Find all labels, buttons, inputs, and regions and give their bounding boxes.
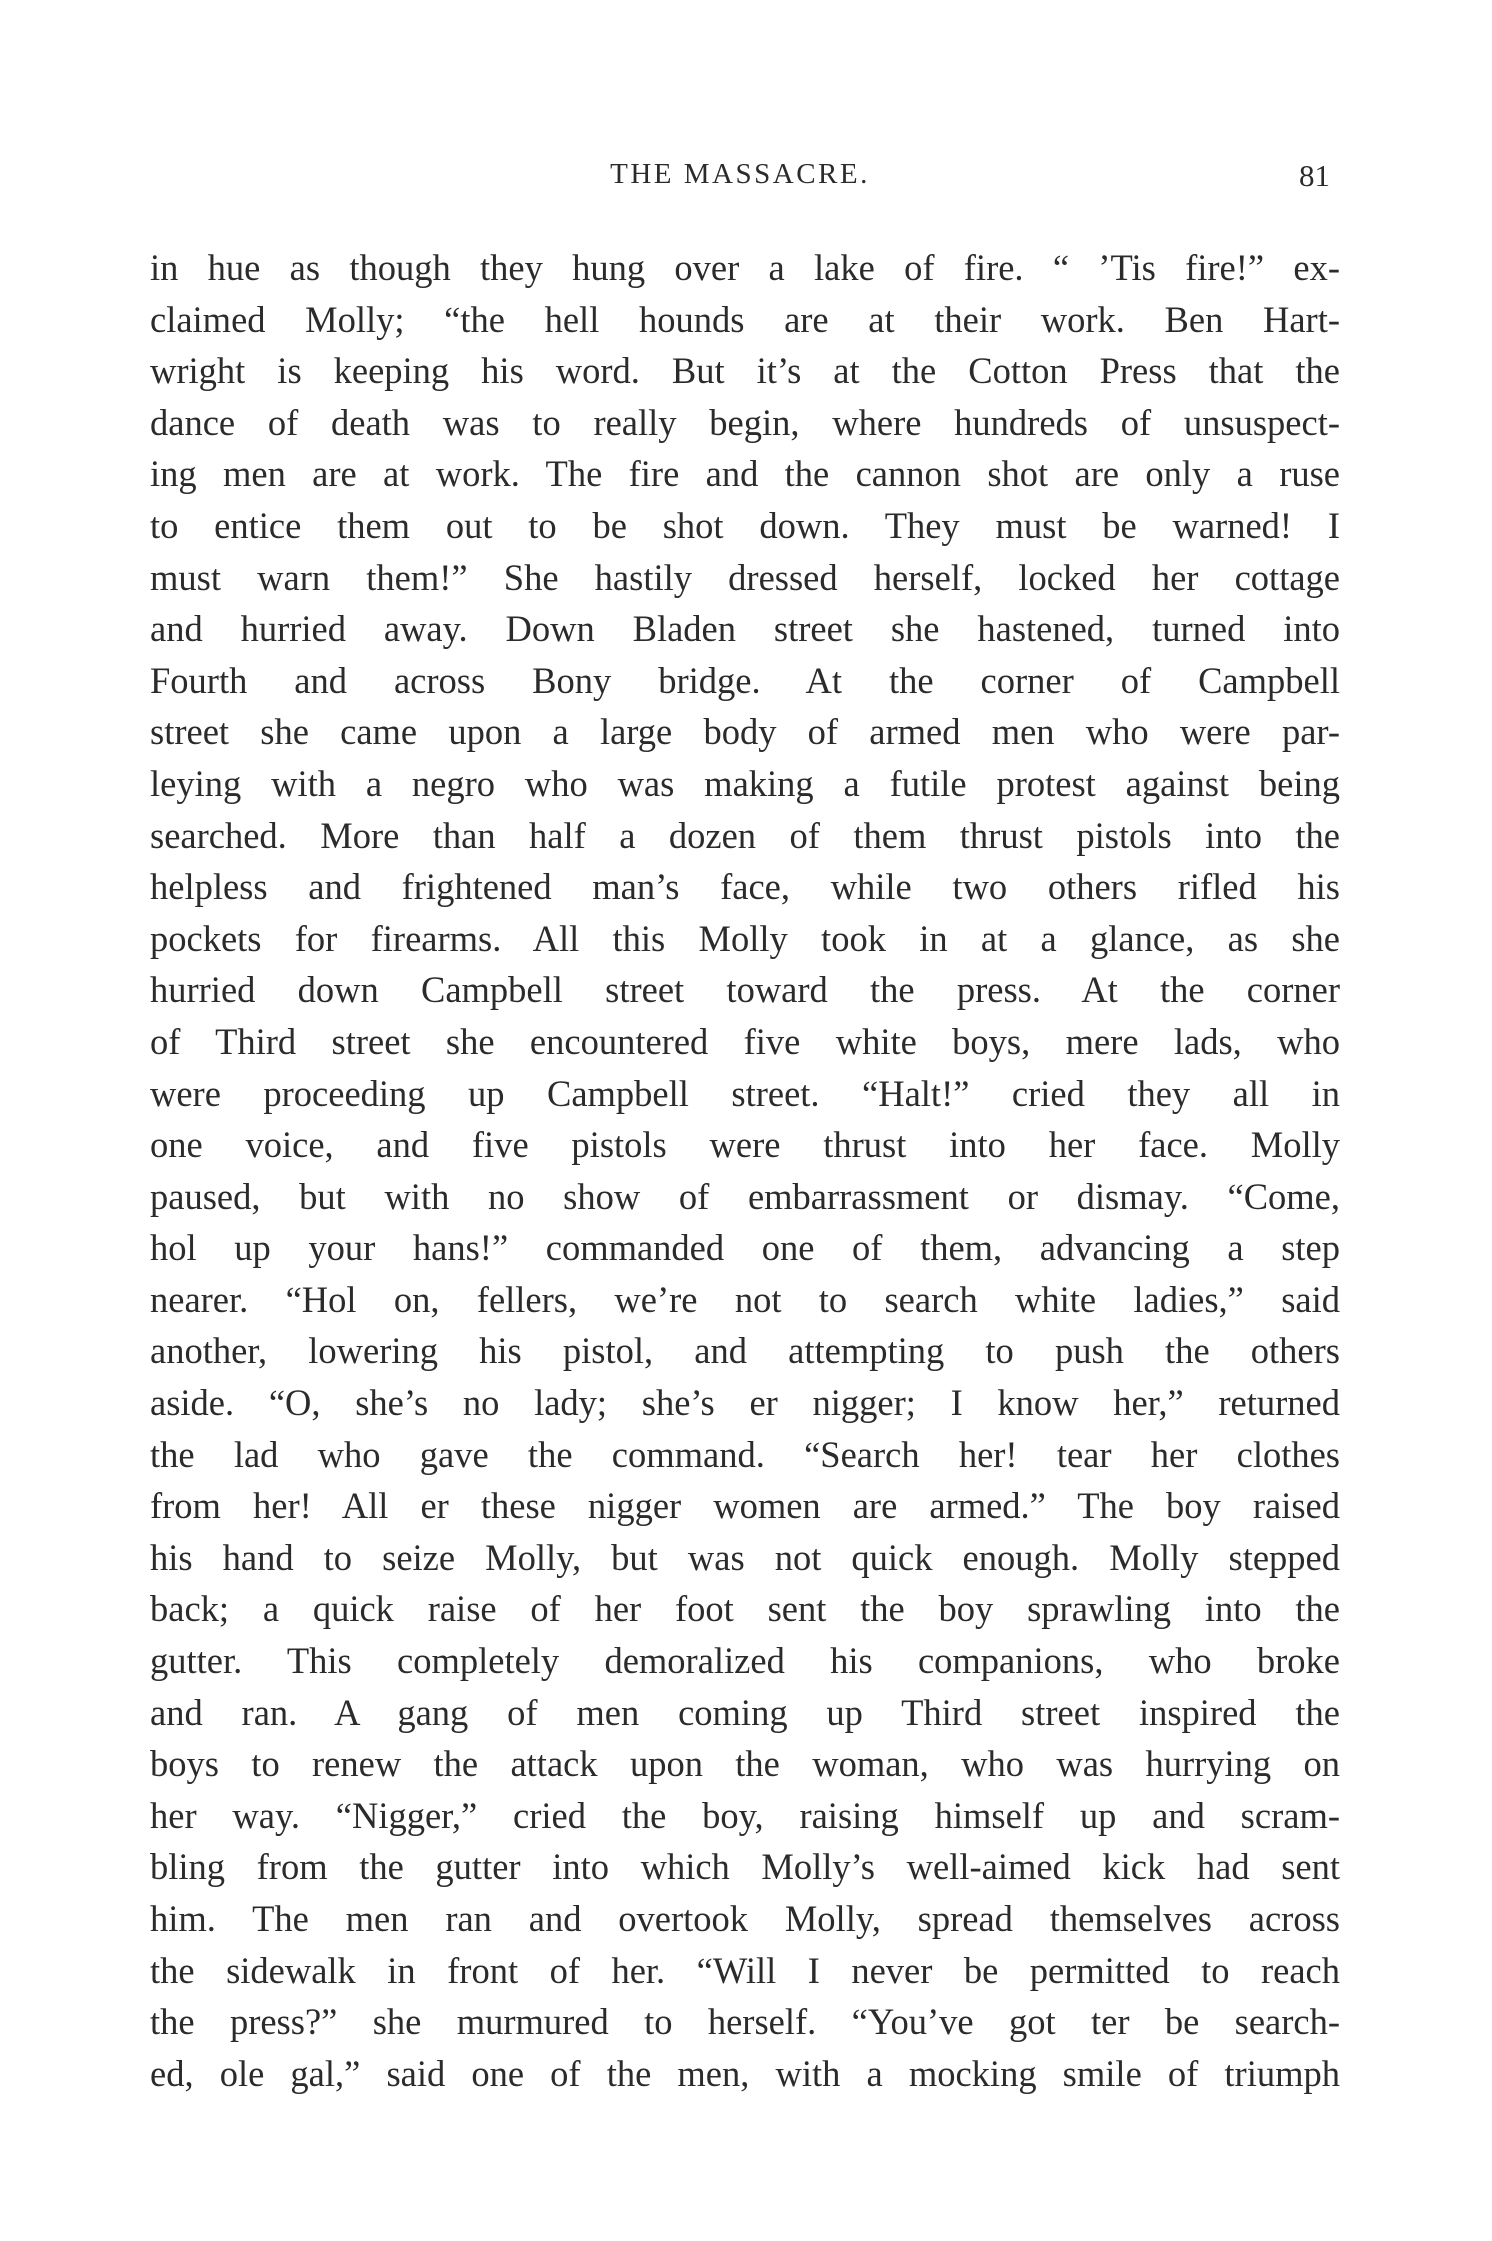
text-line: bling from the gutter into which Molly’s well-aimed kick had sent: [150, 1846, 1340, 1888]
text-line: leying with a negro who was making a futile protest against being: [150, 762, 1340, 804]
text-line: aside. “O, she’s no lady; she’s er nigger; I know her,” returned: [150, 1382, 1340, 1424]
page-title: THE MASSACRE.: [610, 158, 870, 190]
text-line: helpless and frightened man’s face, while two others rifled his: [150, 866, 1340, 908]
text-line: dance of death was to really begin, where hundreds of unsuspect-: [150, 401, 1340, 443]
body-text: [150, 242, 1340, 2099]
text-line: ing men are at work. The fire and the cannon shot are only a ruse: [150, 453, 1340, 495]
text-line: hol up your hans!” commanded one of them, advancing a step: [150, 1227, 1340, 1269]
text-line: hurried down Campbell street toward the press. At the corner: [150, 969, 1340, 1011]
text-line: and ran. A gang of men coming up Third street inspired the: [150, 1691, 1340, 1733]
text-line: to entice them out to be shot down. They must be warned! I: [150, 504, 1340, 546]
text-line: gutter. This completely demoralized his companions, who broke: [150, 1640, 1340, 1682]
text-line: her way. “Nigger,” cried the boy, raising himself up and scram-: [150, 1794, 1340, 1836]
text-line: from her! All er these nigger women are armed.” The boy raised: [150, 1485, 1340, 1527]
text-line: one voice, and five pistols were thrust into her face. Molly: [150, 1124, 1340, 1166]
text-line: the sidewalk in front of her. “Will I never be permitted to reach: [150, 1949, 1340, 1991]
text-line: in hue as though they hung over a lake of fire. “ ’Tis fire!” ex-: [150, 247, 1340, 288]
text-line: paused, but with no show of embarrassment or dismay. “Come,: [150, 1175, 1340, 1217]
text-line: the lad who gave the command. “Search her! tear her clothes: [150, 1433, 1340, 1475]
text-line: of Third street she encountered five white boys, mere lads, who: [150, 1020, 1340, 1062]
text-line: and hurried away. Down Bladen street she hastened, turned into: [150, 608, 1340, 650]
page-number: 81: [1299, 158, 1330, 193]
text-line: street she came upon a large body of armed men who were par-: [150, 711, 1340, 753]
text-line: searched. More than half a dozen of them thrust pistols into the: [150, 814, 1340, 856]
text-line: ed, ole gal,” said one of the men, with a mocking smile of triumph: [150, 2052, 1340, 2094]
text-line: back; a quick raise of her foot sent the boy sprawling into the: [150, 1588, 1340, 1630]
text-line: boys to renew the attack upon the woman, who was hurrying on: [150, 1743, 1340, 1785]
text-line: his hand to seize Molly, but was not quick enough. Molly stepped: [150, 1536, 1340, 1578]
running-head: [150, 158, 1330, 198]
text-line: another, lowering his pistol, and attempting to push the others: [150, 1330, 1340, 1372]
text-line: must warn them!” She hastily dressed herself, locked her cottage: [150, 556, 1340, 598]
text-line: were proceeding up Campbell street. “Halt!” cried they all in: [150, 1072, 1340, 1114]
text-line: Fourth and across Bony bridge. At the corner of Campbell: [150, 659, 1340, 701]
text-line: him. The men ran and overtook Molly, spread themselves across: [150, 1898, 1340, 1939]
text-line: claimed Molly; “the hell hounds are at their work. Ben Hart-: [150, 298, 1340, 340]
text-line: pockets for firearms. All this Molly took in at a glance, as she: [150, 917, 1340, 959]
text-line: nearer. “Hol on, fellers, we’re not to search white ladies,” said: [150, 1278, 1340, 1320]
text-line: wright is keeping his word. But it’s at the Cotton Press that the: [150, 350, 1340, 392]
text-line: the press?” she murmured to herself. “You’ve got ter be search-: [150, 2001, 1340, 2043]
